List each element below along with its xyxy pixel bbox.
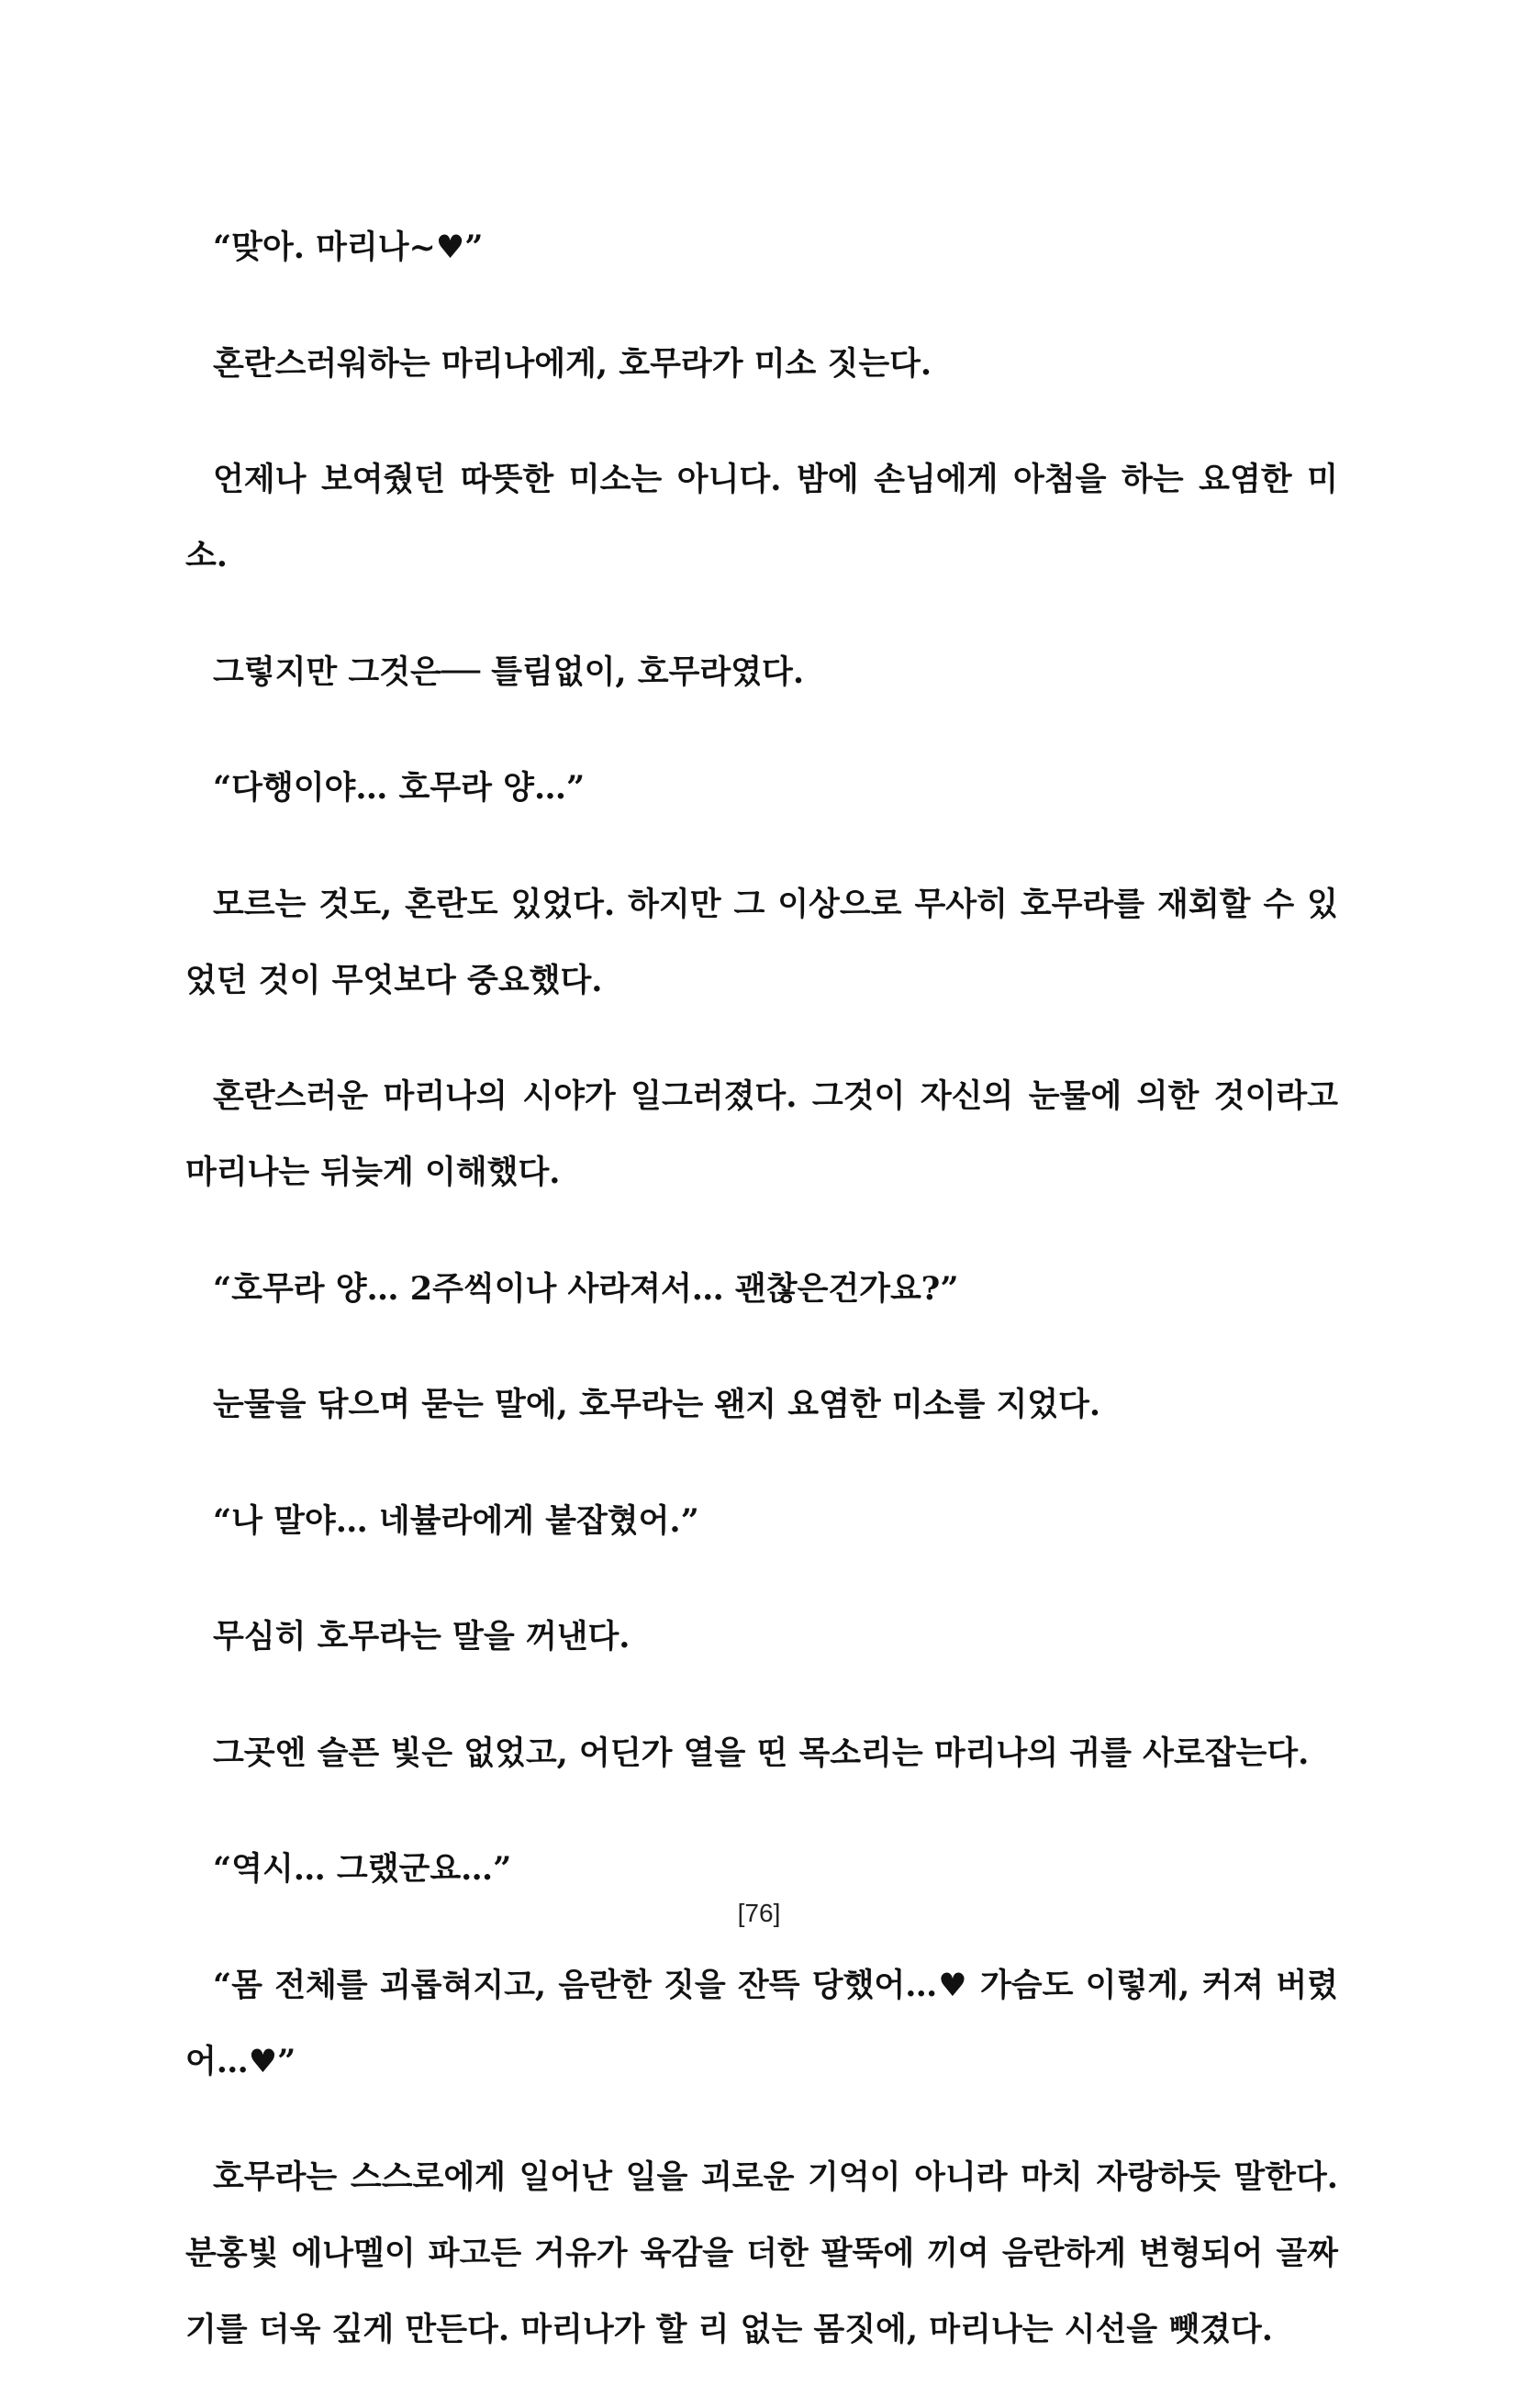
paragraph: 그곳엔 슬픈 빛은 없었고, 어딘가 열을 띤 목소리는 마리나의 귀를 사로잡는다. bbox=[213, 1734, 1310, 1772]
paragraph: 무심히 호무라는 말을 꺼낸다. bbox=[213, 1618, 631, 1656]
page-number: [76] bbox=[737, 1899, 781, 1927]
body-text bbox=[185, 209, 1338, 2408]
paragraph: “맞아. 마리나~♥” bbox=[213, 229, 484, 266]
paragraph: 혼란스러운 마리나의 시야가 일그러졌다. 그것이 자신의 눈물에 의한 것이라고 마리나는 뒤늦게 이해했다. bbox=[185, 1077, 1338, 1191]
paragraph: 모르는 것도, 혼란도 있었다. 하지만 그 이상으로 무사히 호무라를 재회할 수 있었던 것이 무엇보다 중요했다. bbox=[185, 885, 1338, 999]
paragraph: 호무라는 스스로에게 일어난 일을 괴로운 기억이 아니라 마치 자랑하듯 말한다. 분홍빛 에나멜이 파고든 거유가 육감을 더한 팔뚝에 끼여 음란하게 변형되어 골짜기를 더욱 깊게 만든다. 마리나가 할 리 없는 몸짓에, 마리나는 시선을 뺏겼다. bbox=[185, 2158, 1338, 2348]
paragraph: “몸 전체를 괴롭혀지고, 음란한 짓을 잔뜩 당했어…♥ 가슴도 이렇게, 커져 버렸어…♥” bbox=[185, 1966, 1338, 2080]
paragraph: “역시… 그랬군요…” bbox=[213, 1850, 512, 1888]
paragraph: “호무라 양… 2주씩이나 사라져서… 괜찮은건가요?” bbox=[213, 1269, 959, 1308]
paragraph: 언제나 보여줬던 따뜻한 미소는 아니다. 밤에 손님에게 아첨을 하는 요염한 미소. bbox=[185, 461, 1338, 574]
paragraph: 눈물을 닦으며 묻는 말에, 호무라는 왠지 요염한 미소를 지었다. bbox=[213, 1386, 1101, 1423]
paragraph: 혼란스러워하는 마리나에게, 호무라가 미소 짓는다. bbox=[213, 344, 932, 383]
paragraph: “다행이야… 호무라 양…” bbox=[213, 769, 586, 807]
paragraph: “나 말야… 네뷸라에게 붙잡혔어.” bbox=[213, 1501, 699, 1540]
paragraph: 그렇지만 그것은── 틀림없이, 호무라였다. bbox=[213, 652, 805, 691]
